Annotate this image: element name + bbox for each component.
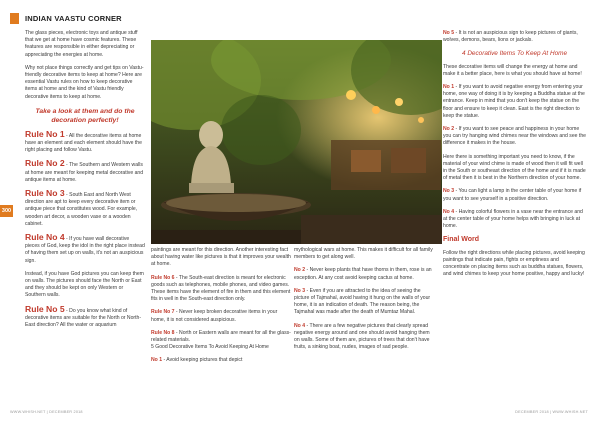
god-pictures-paragraph: Instead, if you have God pictures you can keep them on walls. The pictures should face the North or East and they should be kept on only Western or Southern walls. [25, 270, 144, 299]
rule-4 [25, 234, 145, 265]
callout-heading: Take a look at them and do the decoration perfectly! [35, 107, 135, 124]
keep-items-intro: These decorative items will change the energy at home and make it a better place, here is what you should have at home! [443, 63, 582, 77]
keep-item-3 [443, 188, 586, 202]
rule-1 [25, 128, 145, 155]
rule-label: Rule No 4 [25, 232, 65, 243]
final-word-heading: Final Word [443, 236, 480, 244]
rule-text: - Do you know what kind of decorative items are suitable for the North or North-East direction? All the water or aquarium [25, 307, 142, 329]
rule-8 [151, 330, 291, 344]
column-4 [443, 30, 586, 284]
item-label: No 3 [443, 188, 455, 195]
final-word-text: Follow the right directions while placing pictures, avoid keeping paintings that indicate pain, fights or emptiness and concentrate on placing items such as buddha statues, flowers, and wind chimes to keep your home positive, happy and lucky! [443, 249, 585, 278]
item-text: - You can light a lamp in the center table of your home if you want to see yourself in a positive direction. [443, 188, 582, 202]
item-text: - Avoid keeping pictures that depict [162, 357, 243, 364]
rule-label: Rule No 6 [151, 274, 175, 281]
keep-items-heading: 4 Decorative Items To Keep At Home [461, 50, 568, 58]
avoid-item-3 [294, 288, 434, 317]
item-label: No 2 [443, 126, 455, 133]
column-2 [151, 247, 291, 371]
column-1 [25, 30, 145, 335]
item-label: No 4 [443, 208, 455, 215]
avoid-items-heading: 5 Good Decorative Items To Avoid Keeping At Home [151, 344, 269, 351]
item-label: No 4 [294, 322, 306, 329]
item-text: - Never keep plants that have thorns in them, rose is an exception. At any cost avoid keeping cactus at home. [294, 267, 432, 281]
rule-label: Rule No 1 [25, 128, 65, 139]
keep-item-1 [443, 84, 586, 120]
avoid-item-2 [294, 267, 434, 281]
item-label: No 1 [151, 357, 163, 364]
item-label: No 3 [294, 287, 306, 294]
rule-text: - South East and North West direction are apt to keep every decorative item or antique piece that constitutes wood. For example, wooden art decor, a wooden vase or a wooden cabinet. [25, 192, 138, 227]
item-text: - It is not an auspicious sign to keep pictures of giants, wolves, demons, bears, lions or jackals. [443, 30, 578, 44]
rule-label: Rule No 3 [25, 188, 65, 199]
item-text: - If you want to see peace and happiness in your home you can try hanging wind chimes near the windows and see the difference it makes in the house. [443, 126, 586, 147]
footer-left: WWW.WHISH.NET | DECEMBER 2018 [10, 410, 83, 414]
page-number: 300 [0, 205, 13, 217]
rule-label: Rule No 2 [25, 158, 65, 169]
rule-5 [25, 303, 145, 330]
item-text: - There are a few negative pictures that clearly spread negative energy around and one should avoid hanging them on walls. Some of them are, pictures of trees that don't have fruits, a sinking boat, nudes, images of sad people. [294, 322, 430, 351]
avoid-item-1 [151, 357, 291, 364]
decor-photo [151, 40, 442, 244]
item-text: - Having colorful flowers in a vase near the entrance and at the center table of your home helps with bringing in luck at home. [443, 208, 583, 230]
rule-text: - The South-east direction is meant for electronic goods such as telephones, mobile phones, and video games. These items have the element of fire in them and this element fits in well in the South-east direction only. [151, 274, 291, 303]
avoid-item-5 [443, 30, 586, 44]
wind-chime-paragraph: Here there is something important you need to know, if the material of your wind chime is made of wood then it will fit well in the South or southeast direction of the home and if it is made of metal then it is best in the Northern direction of your home. [443, 153, 586, 182]
header-accent-bar [10, 13, 19, 24]
keep-item-4 [443, 209, 586, 231]
rule-label: Rule No 8 [151, 329, 175, 336]
page-section-title: INDIAN VAASTU CORNER [25, 14, 122, 23]
intro-paragraph-2: Why not place things correctly and get tips on Vastu-friendly decorative items to keep at home? Here are essential Vastu rules on how to keep decorative items at home and the kind of Vastu friendly decorative items to keep at home. [25, 64, 144, 100]
rule-label: Rule No 5 [25, 303, 65, 314]
rule-7 [151, 309, 291, 323]
footer-right: DECEMBER 2018 | WWW.WHISH.NET [515, 410, 588, 414]
avoid-item-4 [294, 323, 434, 352]
rule-6 [151, 275, 291, 304]
rule-text: - The Southern and Western walls at home are meant for keeping metal decorative and antique items at home. [25, 162, 144, 183]
item-text: - If you want to avoid negative energy from entering your home, one way of doing it is by keeping a Buddha statue at the entrance. Keep in mind that you don't keep the statue on the floor and ensure to keep it clean. East is the right direction to keep the statue. [443, 84, 585, 119]
item-label: No 5 [443, 30, 455, 36]
item-label: No 2 [294, 267, 306, 274]
keep-item-2 [443, 126, 586, 148]
mythological-wars-paragraph: mythological wars at home. This makes it difficult for all family members to get along well. [294, 247, 433, 261]
item-label: No 1 [443, 84, 455, 91]
rule-text: - North or Eastern walls are meant for all the glass-related materials. [151, 329, 291, 344]
column-3 [294, 247, 434, 357]
intro-paragraph: The glass pieces, electronic toys and antique stuff that we get at home have cosmic features. These features are responsible in either depreciating or appreciating the energies at home. [25, 30, 138, 58]
rule-text: - All the decorative items at home have an element and each element should have the right placing and follow Vastu. [25, 132, 142, 154]
rule-2 [25, 160, 145, 184]
rule-label: Rule No 7 [151, 309, 175, 316]
rule-text: - If you have wall decorative pieces of God, keep the idol in the right place instead of having them set up on walls, it's not an auspicious sign. [25, 236, 145, 264]
courtyard-with-buddha-statue-image [151, 40, 442, 244]
water-paintings-paragraph: paintings are meant for this direction. Another interesting fact about having water like pictures is that it improves your wealth at home. [151, 247, 291, 268]
rule-text: - Never keep broken decorative items in your home, it is not considered auspicious. [151, 309, 278, 323]
rule-3 [25, 190, 145, 228]
item-text: - Even if you are attracted to the idea of seeing the picture of Tajmahal, avoid having it hung on the walls of your home, it is an indication of death. The reason being, the Tajmahal was made after the death of Mumtaz Mahal. [294, 287, 431, 316]
